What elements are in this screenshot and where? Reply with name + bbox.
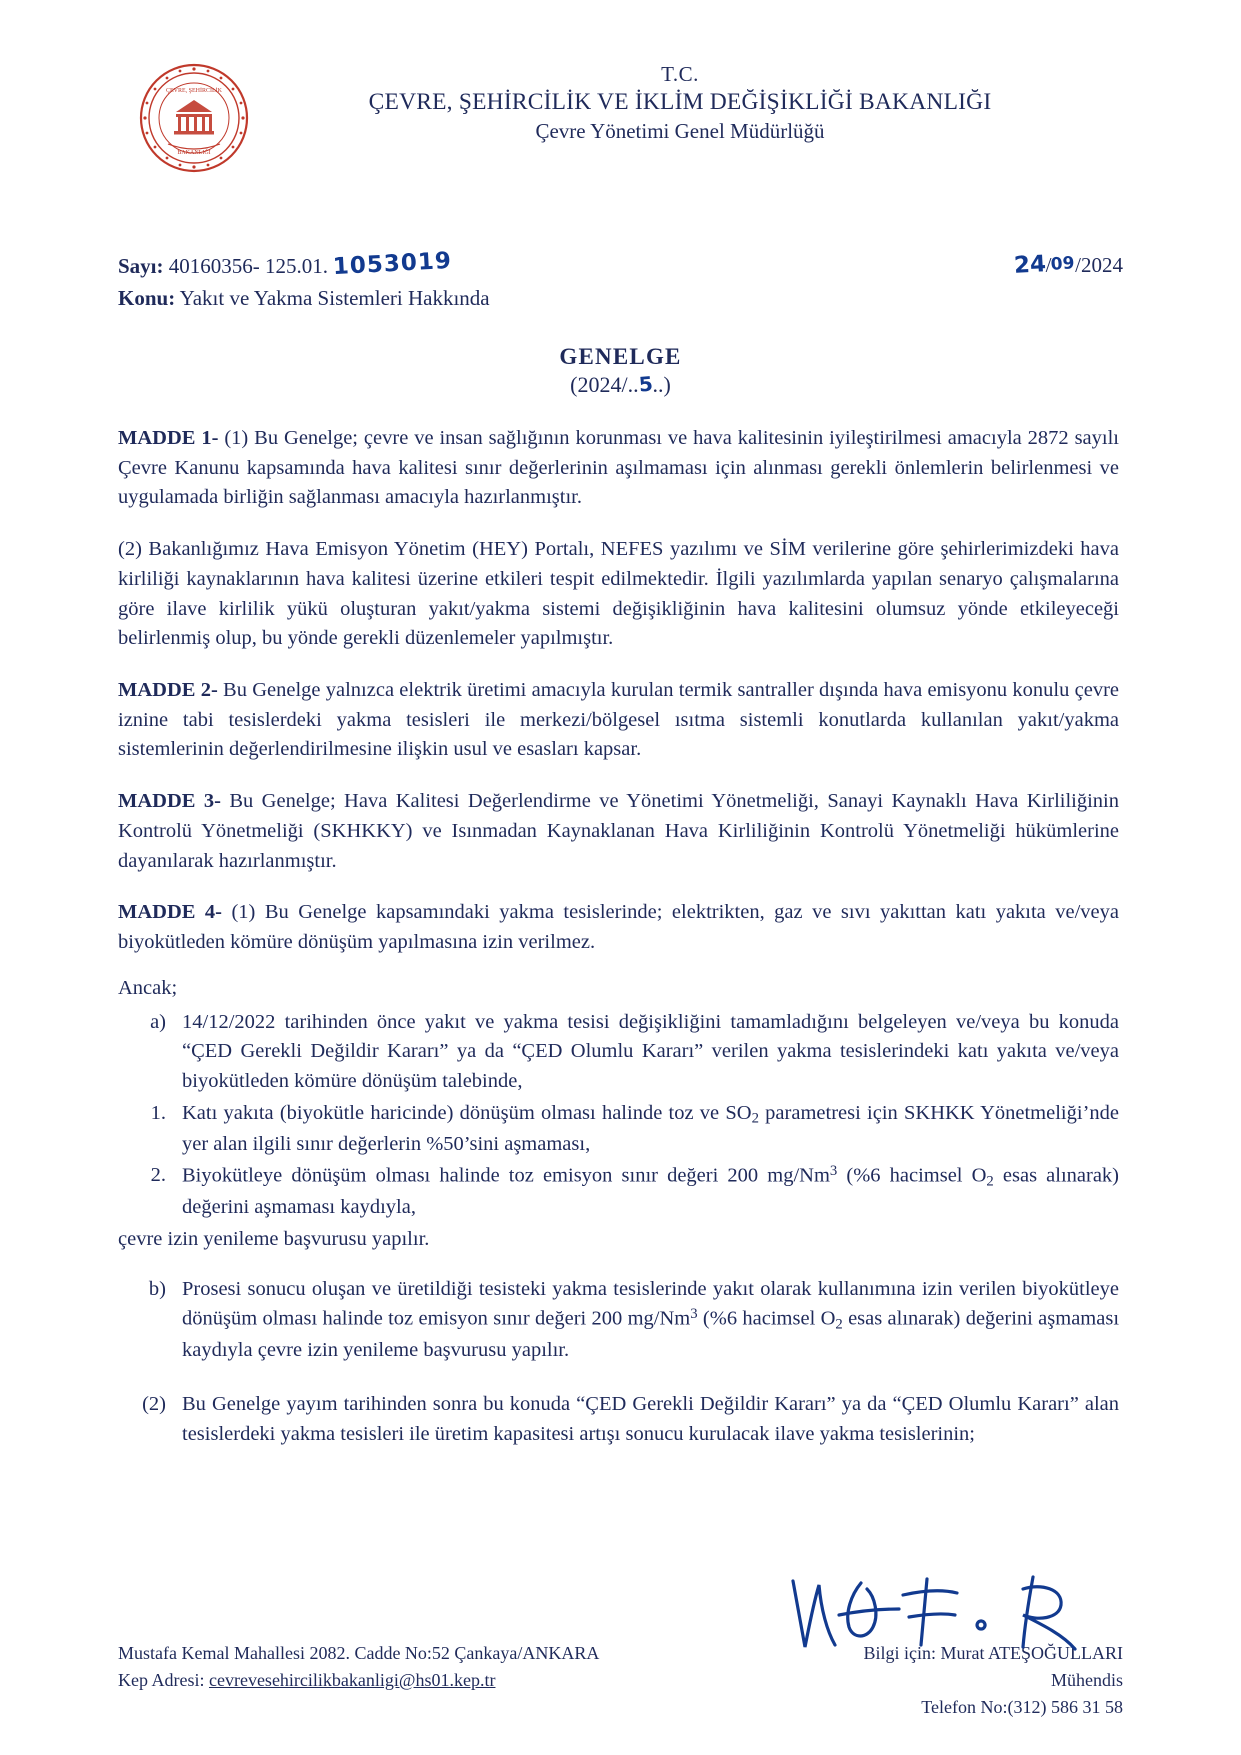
list-item-b-sup: 3 [690,1306,698,1323]
madde3-lead: MADDE 3- [118,790,221,813]
list-item-a-marker: a) [150,1010,166,1033]
footer-contact-label: Bilgi için: [863,1643,941,1663]
paragraph-2-text: Bu Genelge yayım tarihinden sonra bu konuda “ÇED Gerekli Değildir Kararı” ya da “ÇED Olumlu Kararı” alan tesislerdeki yakma tesisleri ile üretim kapasitesi artışı sonucu kurulacak ilave yakma tesislerinin; [182,1392,1119,1445]
footer-contact-phone: Telefon No:(312) 586 31 58 [921,1697,1123,1717]
header-titles [300,62,1060,144]
list-item-b-text-a: Prosesi sonucu oluşan ve üretildiği tesisteki yakma tesislerinde yakıt olarak kullanımına izin verilen biyokütleye dönüşüm olması halinde toz emisyon sınır değeri 200 mg/Nm [182,1277,1119,1330]
footer-contact-name: Murat ATEŞOĞULLARI [940,1643,1123,1663]
subtitle-suffix: ) [663,372,671,397]
document-footer [0,1640,1241,1721]
list-item-2-text-b: (%6 hacimsel O [837,1165,987,1188]
list-item-2 [118,1161,1119,1222]
svg-text:ÇEVRE, ŞEHİRCİLİK: ÇEVRE, ŞEHİRCİLİK [166,88,222,94]
list-item-1-marker: 1. [150,1101,166,1124]
footer-contact-line [863,1640,1123,1667]
subtitle-number: 5 [637,371,654,397]
document-title: GENELGE [559,344,682,369]
date-day: 24 [1012,251,1047,279]
list-item-1-text-a: Katı yakıta (biyokütle haricinde) dönüşüm olması halinde toz ve SO [182,1101,752,1124]
meta-date: 24/09/2024 [1012,251,1123,279]
list-item-2-sup: 3 [829,1163,838,1180]
date-month: 09 [1050,253,1076,275]
list-item-1-text [182,1099,1119,1160]
konu-line [118,283,490,313]
list-item-b-text-c: esas alınarak) değerini aşmaması kaydıyla çevre izin yenileme başvurusu yapılır. [182,1308,1120,1362]
svg-text:BAKANLIĞI: BAKANLIĞI [177,150,211,156]
paragraph-madde3 [118,787,1119,876]
footer-kep-line [118,1667,599,1694]
paragraph-madde2 [118,676,1119,765]
sayi-label: Sayı: [118,254,164,278]
footer-address-block [118,1640,599,1694]
paragraph-madde4 [118,898,1119,957]
document-body [0,424,1241,1449]
list-item-1-text-b: parametresi için SKHKK Yönetmeliği’nde yer alan ilgili sınır değerlerin %50’sini aşmaması, [182,1101,1119,1155]
list-item-b-sub: 2 [835,1316,843,1333]
footer-address: Mustafa Kemal Mahallesi 2082. Cadde No:52 Çankaya/ANKARA [118,1643,600,1663]
madde1-text: (1) Bu Genelge; çevre ve insan sağlığının korunması ve hava kalitesinin iyileştirilmesi amacıyla 2872 sayılı Çevre Kanunu kapsamında hava kalitesi sınır değerlerinin aşılmaması için alınması gerekli önlemlerin belirlenmesi ve uygulamada birliğin sağlanması amacıyla hazırlanmıştır. [118,427,1119,509]
list-item-b-text [182,1275,1119,1366]
sayi-handwritten-value: 1053019 [332,247,453,281]
list-item-b [118,1275,1119,1366]
header-ministry: ÇEVRE, ŞEHİRCİLİK VE İKLİM DEĞİŞİKLİĞİ BAKANLIĞI [368,89,992,115]
madde1-lead: MADDE 1- [118,427,219,449]
madde3-text: Bu Genelge; Hava Kalitesi Değerlendirme ve Yönetimi Yönetmeliği, Sanayi Kaynaklı Hava Kirliliğinin Kontrolü Yönetmeliği (SKHKKY) ve Isınmadan Kaynaklanan Hava Kirliliğinin Kontrolü Yönetmeliği hükümlerine dayanılarak hazırlanmıştır. [118,790,1119,872]
list-item-2-text-a: Biyokütleye dönüşüm olması halinde toz emisyon sınır değeri 200 mg/Nm [182,1165,830,1188]
paragraph-2-item [118,1390,1119,1449]
paragraph-2-marker: (2) [142,1392,166,1415]
list-item-2-sub: 2 [986,1173,994,1190]
list-item-b-marker: b) [148,1277,166,1300]
list-item-2-text [182,1161,1119,1222]
footer-kep-label: Kep Adresi: [118,1670,209,1690]
after-list-text: çevre izin yenileme başvurusu yapılır. [118,1227,430,1250]
list-item-a [118,1008,1119,1097]
ministry-emblem-icon [138,62,250,174]
footer-contact-title: Mühendis [1051,1670,1123,1690]
footer-contact-block [863,1640,1123,1721]
list-item-2-marker: 2. [150,1164,166,1187]
document-meta [0,247,1241,322]
konu-label: Konu: [118,286,176,311]
document-header [0,0,1241,212]
list-item-1 [118,1099,1119,1160]
list-item-2-text-c: esas alınarak) değerini aşmaması kaydıyla, [182,1165,1120,1219]
list-item-b-text-b: (%6 hacimsel O [697,1308,836,1330]
konu-value: Yakıt ve Yakma Sistemleri Hakkında [179,286,490,311]
paragraph-madde1-2: (2) Bakanlığımız Hava Emisyon Yönetim (HEY) Portalı, NEFES yazılımı ve SİM verilerine göre şehirlerimizdeki hava kirliliği kaynaklarının hava kalitesi üzerine etkileri tespit edilmektedir. İlgili yazılımlarda yapılan senaryo çalışmalarına göre ilave kirlilik yükü oluşturan yakıt/yakma sistemi değişikliğinin hava kalitesini olumsuz yönde etkileyeceği belirlenmiş olup, bu yönde gerekli düzenlemeler yapılmıştır. [118,538,1119,650]
date-year: 2024 [1081,253,1123,277]
list-item-a-text: 14/12/2022 tarihinden önce yakıt ve yakma tesisi değişikliğini tamamladığını belgeleyen ve/veya bu konuda “ÇED Gerekli Değildir Kararı” ya da “ÇED Olumlu Kararı” verilen yakma tesislerindeki katı yakıta ve/veya biyokütleden kömüre dönüşüm talebinde, [182,1010,1119,1092]
meta-left-block [118,247,490,314]
footer-kep-link[interactable]: cevrevesehircilikbakanligi@hs01.kep.tr [208,1670,496,1690]
madde4-lead: MADDE 4- [118,901,222,924]
spacer [118,1368,1119,1390]
document-subtitle: (2024/..5..) [570,371,671,397]
sayi-value: 40160356- 125.01. [168,254,329,278]
header-department: Çevre Yönetimi Genel Müdürlüğü [535,119,825,143]
madde2-text: Bu Genelge yalnızca elektrik üretimi amacıyla kurulan termik santraller dışında hava emisyonu konulu çevre iznine tabi tesislerdeki yakma tesisleri ile merkezi/bölgesel ısıtma sistemli konutlarda kullanılan yakıt/yakma sistemlerinin değerlendirilmesine ilişkin usul ve esasları kapsar. [118,679,1119,761]
madde2-lead: MADDE 2- [118,679,218,702]
list-item-1-sub: 2 [751,1110,759,1127]
ancak-text: Ancak; [118,976,178,999]
sayi-line [118,247,490,283]
madde4-text: (1) Bu Genelge kapsamındaki yakma tesislerinde; elektrikten, gaz ve sıvı yakıttan katı yakıta ve/veya biyokütleden kömüre dönüşüm yapılmasına izin verilmez. [118,901,1119,954]
subtitle-prefix: (2024/ [570,372,628,397]
paragraph-madde1 [118,424,1119,513]
header-tc: T.C. [661,62,699,86]
